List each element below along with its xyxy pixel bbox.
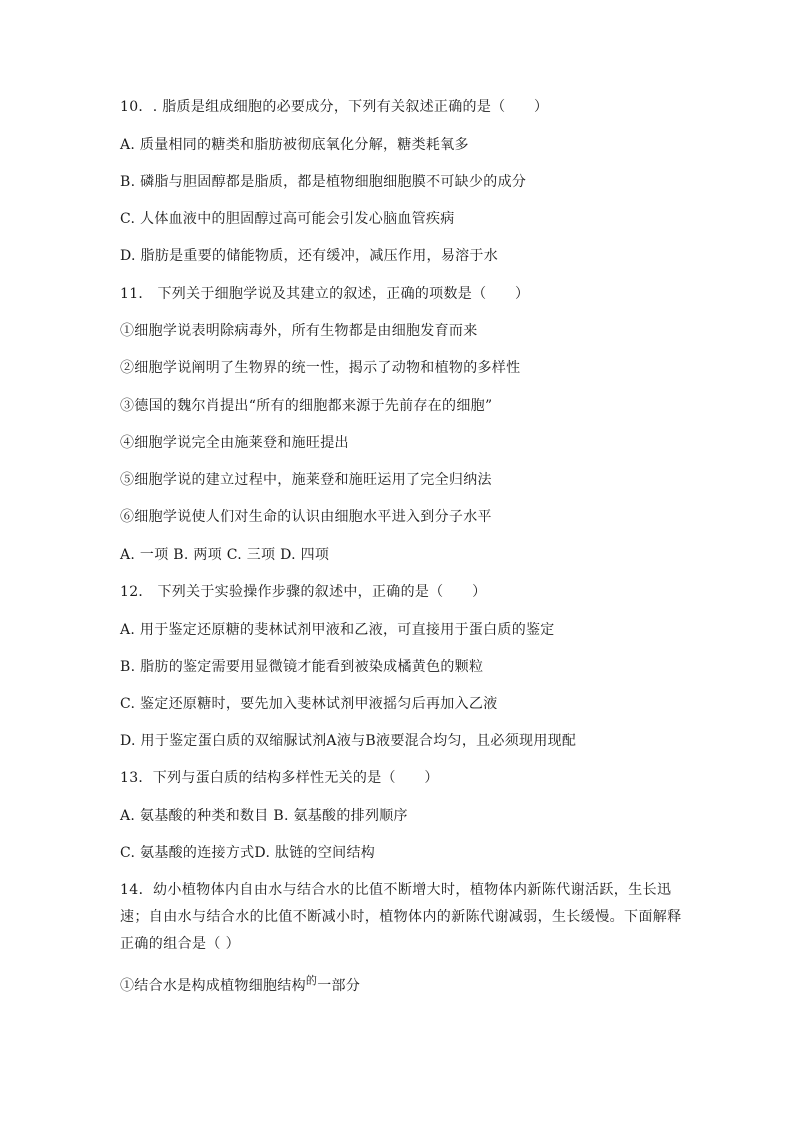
q10-option-d: D. 脂肪是重要的储能物质，还有缓冲，减压作用，易溶于水 [120, 248, 499, 264]
q10-option-b: B. 磷脂与胆固醇都是脂质，都是植物细胞细胞膜不可缺少的成分 [120, 174, 527, 190]
q11-statement-2: ②细胞学说阐明了生物界的统一性，揭示了动物和植物的多样性 [120, 360, 521, 376]
q13-options-ab: A. 氨基酸的种类和数目 B. 氨基酸的排列顺序 [120, 808, 408, 824]
q14-statement-1-tail: 一部分 [317, 978, 361, 994]
q11-statement-4: ④细胞学说完全由施莱登和施旺提出 [120, 435, 349, 451]
q11-options: A. 一项 B. 两项 C. 三项 D. 四项 [120, 547, 330, 563]
q11-stem: 11． 下列关于细胞学说及其建立的叙述，正确的项数是（ ） [120, 286, 530, 302]
q12-option-d: D. 用于鉴定蛋白质的双缩脲试剂A液与B液要混合均匀，且必须现用现配 [120, 733, 577, 749]
q11-statement-6: ⑥细胞学说使人们对生命的认识由细胞水平进入到分子水平 [120, 509, 492, 525]
q14-stem: 14．幼小植物体内自由水与结合水的比值不断增大时，植物体内新陈代谢活跃，生长迅速；自由水与结合水的比值不断减小时，植物体内的新陈代谢减弱，生长缓慢。下面解释正确的组合是（ ） [120, 882, 682, 952]
q10-option-c: C. 人体血液中的胆固醇过高可能会引发心脑血管疾病 [120, 211, 455, 227]
q14-statement-1-sup: 的 [305, 974, 318, 987]
q11-statement-5: ⑤细胞学说的建立过程中，施莱登和施旺运用了完全归纳法 [120, 472, 492, 488]
q13-options-cd: C. 氨基酸的连接方式D. 肽链的空间结构 [120, 845, 376, 861]
q13-stem: 13．下列与蛋白质的结构多样性无关的是（ ） [120, 770, 439, 786]
q14-statement-1-text: ①结合水是构成植物细胞结构 [120, 978, 306, 994]
q12-option-a: A. 用于鉴定还原糖的斐林试剂甲液和乙液，可直接用于蛋白质的鉴定 [120, 622, 555, 638]
q12-option-b: B. 脂肪的鉴定需要用显微镜才能看到被染成橘黄色的颗粒 [120, 659, 484, 675]
q11-statement-3: ③德国的魏尔肖提出“所有的细胞都来源于先前存在的细胞” [120, 398, 493, 414]
q12-option-c: C. 鉴定还原糖时，要先加入斐林试剂甲液摇匀后再加入乙液 [120, 696, 498, 712]
q12-stem: 12． 下列关于实验操作步骤的叙述中，正确的是（ ） [120, 584, 487, 600]
q10-stem: 10．. 脂质是组成细胞的必要成分，下列有关叙述正确的是（ ） [120, 99, 549, 115]
q14-statement-1 [120, 976, 360, 997]
q11-statement-1: ①细胞学说表明除病毒外，所有生物都是由细胞发育而来 [120, 323, 478, 339]
q10-option-a: A. 质量相同的糖类和脂肪被彻底氧化分解，糖类耗氧多 [120, 137, 469, 153]
